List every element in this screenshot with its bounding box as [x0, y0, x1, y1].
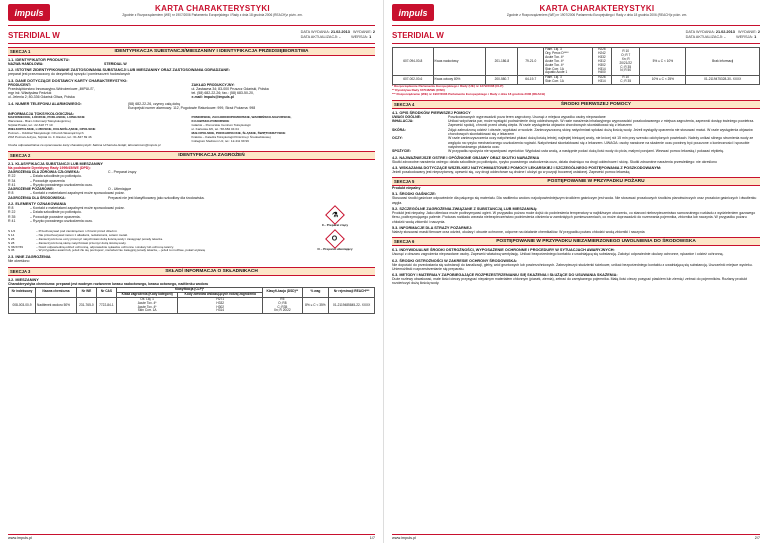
contact-note: Osoba odpowiedzialna za opracowanie karty charakterystyki: Sabina Uchańska-Gołąb; laboratorium@impuls.pl: [8, 142, 161, 147]
impuls-logo: impuls: [8, 4, 50, 21]
page-header: [8, 4, 375, 24]
page-1: impuls KARTA CHARAKTERYSTYKI Zgodnie z Rozporządzeniem (WE) nr 1907/2006 Parlamentu Europejskiego i Rady z dnia 18 grudnia 2006 (REACH)z późn. zm. STERIDIAL W DATA WYDANIA: 21.02.2013 WYDANIE: 2 DATA AKTUALIZACJI: - WERSJA: 1 SEKCJA 1 IDENTYFIKACJA SUBSTANCJI/MIESZANINY I IDENTYFIKACJA PRZEDSIĘBIORSTWA 1.1. IDENTYFIKATOR PRODUKTU: NAZWA HANDLOWA: STERIDIAL W 1.2. ISTOTNE ZIDENTYFIKOWANE ZASTOSOWANIA SUBSTANCJI LUB MIESZANINY ORAZ ZASTOSOWANIA ODRADZANE: preparat jest przeznaczony do dezynfekcji sprzętu i pomieszczeń hodowlanych 1.3. DANE DOTYCZĄCE DOSTAWCY KARTY CHARAKTERYSTYKI: PRODUCENT: Przedsiębiorstwo Innowacyjno-Wdrożeniowe „IMPULS", mgr inż. Władysław Fedziuk ul. Jelenia 2; 80-336 Gdańsk Oliwa, Polska ZAKŁAD PRODUKCYJNY: ul. Zastawna 34; 83-000 Pruszcz Gdański, Polska tel. (58) 682-22-26; fax.: (58) 683-50-20, e-mail: impuls@impuls.pl 1.4. NUMER TELEFONU ALARMOWEGO: (58) 682-22-26, czynny całą dobę Europejski numer alarmowy: 112, Pogotowie Ratunkowe: 999, Straż Pożarna: 998 INFORMACJA TOKSYKOLOGICZNA: MAZOWIECKIE, ŁÓDZKIE, PODLASKIE, LUBELSKIE Warszawa - Biuro Informacji Toksykologicznej Szpital Praski, tel.: 22-618 77 10 WIELKOPOLSKIE, LUBUSKIE, DOLNOŚLĄSKIE, OPOLSKIE Poznań – Oddział Toksykologii i Chorób Wewnętrznych ZOZ Poznań-Jeżyce, Szpital im. F. Raszei, tel.: 61-847 69 46 POMORSKIE, ZACHODNIOPOMORSKIE, WARMIŃSKO-MAZURSKIE, KUJAWSKO-POMORSKIE Gdańsk – Pomorskie Centrum Toksykologii ul. Kartuska 4/6, tel.: 58-682 04 04 MAŁOPOLSKIE, PODKARPACKIE, ŚLĄSKIE, ŚWIĘTOKRZYSKIE Kraków – Katedra Toksykologii Klinicznej i Środowiskowej Collegium Medicum UJ, tel.: 12-411 99 99 Osoba odpowiedzialna za opracowanie karty charakterystyki: Sabina Uchańska-Gołąb; laboratorium@impuls.pl SEKCJA 2 IDENTYFIKACJA ZAGROŻEŃ 2.1. KLASYFIKACJA SUBSTANCJI LUB MIESZANINY Na podstawie Dyrektywy Rady 1999/45/WE (DPD): ZAGROŻENIA DLA ZDROWIA CZŁOWIEKA: C - Preparat żrący R 22 – Działa szkodliwie po połknięciu. R 34 – Powoduje oparzenia R 41 – Ryzyko poważnego uszkodzenia oczu. ZAGROŻENIE POŻAROWE: O - Utleniające R 8 – Kontakt z materiałami zapalnymi może spowodować pożar. ZAGROŻENIA DLA ŚRODOWISKA: Preparat nie jest klasyfikowany jako szkodliwy dla środowiska. 2.2. ELEMENTY OZNAKOWANIA R 8 – Kontakt z materiałami zapalnymi może spowodować pożar. R 22 – Działa szkodliwie po połknięciu. R 35 – Powoduje poważne oparzenia. R 41 – Ryzyko poważnego uszkodzenia oczu. ⚗ C– Preparat żrący S 1/2 – Przechowywać pod zamknięciem i chronić przed dziećmi. S 14 – Nie przechowywać razem z alkaliami, reduktorami, solami metali. S 26 – Zanieczyszczone oczy przemyć natychmiast dużą ilością wody i zasięgnąć porady lekarza. S 28 – Zanieczyszczoną skórę natychmiast przemyć dużą ilością wody. S 36/37/39 – Nosić odpowiednią odzież ochronną, odpowiednie rękawice ochronne i okulary lub ochronę twarzy. S 45 – W przypadku awarii lub, jeżeli źle się poczujesz, niezwłocznie zasięgnij porady lekarza, – jeżeli to możliwe, pokaż etykietę O O – Preparat utleniający 2.3. INNE ZAGROŻENIA Nie określono SEKCJA 3 SKŁAD/ INFORMACJA O SKŁADNIKACH 3.2. MIESZANINY Charakterystyka chemiczna: preparat jest wodnym roztworem kwasu nadoctowego, kwasu octowego, nadtlenku wodoru Nr indeksowy Nazwa chemiczna Nr WE Nr CAS Klasyfikacja (CLP)* Klasyfi-kacja (DSD)** % wag Nr rejestracji REACH*** Klasa zagrożenia (Kody kategorii) Kody zwrotów wskazujących rodzaj zagrożenia 008-003-00-9 Nadtlenek wodoru 50% 231-765-0 7722-84-1 Ox. Liq. 1 Acute Tox. 4* Acute Tox. 4* Skin Corr. 1A H271 H332 H302 H314 R5 O; R8 C; R35 Xn; R 20/22 8% ≤ C < 35% 01-2119485845-22- XXXX www.impuls.pl 1/7: [0, 0, 384, 543]
tox-centres: MAZOWIECKIE, ŁÓDZKIE, PODLASKIE, LUBELSKIE Warszawa - Biuro Informacji Toksykologicznej Szpital Praski, tel.: 22-618 77 10 WIELKOPOLSKIE, LUBUSKIE, DOLNOŚLĄSKIE, OPOLSKIE Poznań – Oddział Toksykologii i Chorób Wewnętrznych ZOZ Poznań-Jeżyce, Szpital im. F. Raszei, tel.: 61-847 69 46 POMORSKIE, ZACHODNIOPOMORSKIE, WARMIŃSKO-MAZURSKIE, KUJAWSKO-POMORSKIE Gdańsk – Pomorskie Centrum Toksykologii ul. Kartuska 4/6, tel.: 58-682 04 04 MAŁOPOLSKIE, PODKARPACKIE, ŚLĄSKIE, ŚWIĘTOKRZYSKIE Kraków – Katedra Toksykologii Klinicznej i Środowiskowej Collegium Medicum UJ, tel.: 12-411 99 99: [8, 115, 292, 143]
health-hazard-row: ZAGROŻENIA DLA ZDROWIA CZŁOWIEKA: C - Preparat żrący: [8, 169, 137, 174]
table-row: 008-003-00-9 Nadtlenek wodoru 50% 231-765-0 7722-84-1 Ox. Liq. 1 Acute Tox. 4* Acute Tox. 4* Skin Corr. 1A H271 H332 H302 H314 R5 O; R8 C; R35 Xn; R 20/22 8% ≤ C < 35% 01-2119485845-22- XXXX: [9, 297, 375, 314]
page-footer: [392, 534, 760, 540]
doc-title: KARTA CHARAKTERYSTYKI: [155, 4, 270, 13]
issue-meta: DATA WYDANIA: 21.02.2013 WYDANIE: 2 DATA AKTUALIZACJI: - WERSJA: 1: [685, 30, 760, 39]
product-row: [8, 27, 375, 44]
tox-info-label: INFORMACJA TOKSYKOLOGICZNA:: [8, 112, 75, 117]
page-number: 1/7: [369, 536, 375, 540]
website-link[interactable]: www.impuls.pl: [392, 536, 417, 540]
website-link[interactable]: www.impuls.pl: [8, 536, 33, 540]
email-link[interactable]: e-mail: impuls@impuls.pl: [191, 95, 234, 100]
oxidizer-pictogram-icon: O: [325, 229, 345, 249]
section-6-header: SEKCJA 6 POSTĘPOWANIE W PRZYPADKU NIEZAMIERZONEGO UWOLNIENIA DO ŚRODOWISKA: [392, 237, 760, 246]
composition-table: Nr indeksowy Nazwa chemiczna Nr WE Nr CAS Klasyfikacja (CLP)* Klasyfi-kacja (DSD)** % wag Nr rejestracji REACH*** Klasa zagrożenia (Kody kategorii) Kody zwrotów wskazujących rodzaj zagrożenia 008-003-00-9 Nadtlenek wodoru 50% 231-765-0 7722-84-1 Ox. Liq. 1 Acute Tox. 4* Acute Tox. 4* Skin Corr. 1A H271 H332 H302 H314 R5 O; R8 C; R35 Xn; R 20/22 8% ≤ C < 35% 01-2119485845-22- XXXX: [8, 287, 375, 314]
corrosive-pictogram-icon: ⚗: [325, 205, 345, 225]
emergency-phone-row: 1.4. NUMER TELEFONU ALARMOWEGO: (58) 682-22-26, czynny całą dobę Europejski numer alarmowy: 112, Pogotowie Ratunkowe: 999, Straż Pożarna: 998: [8, 101, 256, 111]
label-elements-block: R 8 – Kontakt z materiałami zapalnymi może spowodować pożar. R 22 – Działa szkodliwie po połknięciu. R 35 – Powoduje poważne oparzenia. R 41 – Ryzyko poważnego uszkodzenia oczu. ⚗ C– Preparat żrący: [8, 206, 349, 227]
composition-table-continued: [392, 47, 760, 85]
impuls-logo: impuls: [392, 4, 434, 21]
section-5-header: SEKCJA 5 POSTĘPOWANIE W PRZYPADKU POŻARU: [392, 177, 760, 186]
doc-subtitle: Zgodnie z Rozporządzeniem (WE) nr 1907/2006 Parlamentu Europejskiego i Rady z dnia 18 grudnia 2006 (REACH)z późn. zm.: [506, 13, 688, 17]
subsection-1-1: 1.1. IDENTYFIKATOR PRODUKTU:: [8, 58, 70, 62]
product-name: STERIDIAL W: [392, 30, 444, 40]
table-row: 607-002-00-6 Kwas octowy 80% 200-580-7 64-19-7 Flam. Liq. 3 Skin Corr. 1A H226 H314 R 10 C; R 35 10% ≤ C < 25% 01-2119475328-30- XXXX: [393, 76, 760, 85]
footnotes: * Rozporządzenie Parlamentu Europejskiego i Rady (UE) nr 1272/2008 (CLP) ** Dyrektywa Rady 67/548/WE (DSD) *** Rozporządzenie (WE) nr 1907/2006 Parlamentu Europejskiego i Rady z dnia 18 grudnia 2006 (REACH): [392, 84, 546, 96]
section-3-header: SEKCJA 3 SKŁAD/ INFORMACJA O SKŁADNIKACH: [8, 267, 375, 276]
issue-meta: DATA WYDANIA: 21.02.2013 WYDANIE: 2 DATA AKTUALIZACJI: - WERSJA: 1: [300, 30, 375, 39]
subsection-1-3: 1.3. DANE DOTYCZĄCE DOSTAWCY KARTY CHARAKTERYSTYKI:: [8, 78, 128, 83]
supplier-block: PRODUCENT: Przedsiębiorstwo Innowacyjno-Wdrożeniowe „IMPULS", mgr inż. Władysław Fedziuk ul. Jelenia 2; 80-336 Gdańsk Oliwa, Polska ZAKŁAD PRODUKCYJNY: ul. Zastawna 34; 83-000 Pruszcz Gdański, Polska tel. (58) 682-22-26; fax.: (58) 683-50-20, e-mail: impuls@impuls.pl: [8, 82, 269, 100]
doc-title: KARTA CHARAKTERYSTYKI: [539, 4, 655, 13]
product-row: [392, 27, 760, 44]
doc-subtitle: Zgodnie z Rozporządzeniem (WE) nr 1907/2006 Parlamentu Europejskiego i Rady z dnia 18 grudnia 2006 (REACH)z późn. zm.: [122, 13, 303, 17]
page-header: [392, 4, 760, 24]
page-footer: [8, 534, 375, 540]
subsection-1-2: 1.2. ISTOTNE ZIDENTYFIKOWANE ZASTOSOWANIA SUBSTANCJI LUB MIESZANINY ORAZ ZASTOSOWANIA ODRADZANE:: [8, 68, 230, 73]
section-1-header: SEKCJA 1 IDENTYFIKACJA SUBSTANCJI/MIESZANINY I IDENTYFIKACJA PRZEDSIĘBIORSTWA: [8, 47, 375, 56]
page-number: 2/7: [754, 536, 760, 540]
page-2: impuls KARTA CHARAKTERYSTYKI Zgodnie z Rozporządzeniem (WE) nr 1907/2006 Parlamentu Europejskiego i Rady z dnia 18 grudnia 2006 (REACH)z późn. zm. STERIDIAL W DATA WYDANIA: 21.02.2013 WYDANIE: 2 DATA AKTUALIZACJI: - WERSJA: 1 607-094-00-8 Kwas nadoctowy 201-186-8 79-21-0 Flam. Liq. 3 Org. Perox D**** Acute Tox. 4* Acute Tox. 4* Acute Tox. 4* Skin Corr. 1A Aquatic Acute 1 H226 H242 H332 H312 H302 H314 H400 R 10 O; R 7 Xn; R 20/21/22 C; R 35 N; R 50 5% ≤ C < 10% Brak informacji 607-002-00-6 Kwas octowy 80% 200-580-7 64-19-7 Flam. Liq. 3 Skin Corr. 1A H226 H314 R 10 C; R 35 10% ≤ C < 25% 01-2119475328-30- XXXX * Rozporządzenie Parlamentu Europejskiego i Rady (UE) nr 1272/2008 (CLP) ** Dyrektywa Rady 67/548/WE (DSD) *** Rozporządzenie (WE) nr 1907/2006 Parlamentu Europejskiego i Rady z dnia 18 grudnia 2006 (REACH) SEKCJA 4 ŚRODKI PIERWSZEJ POMOCY 4.1. OPIS ŚRODKÓW PIERWSZEJ POMOCY UWAGI OGÓLNE: Poszkodowanych wyprowadzić poza teren zagrożony. Usunąć z miejsca wypadku osoby niepowołane INHALACJA: Unikać wdychania par, może wystąpić podrażnienie dróg oddechowych. W razie narażenia inhalacyjnego wyprowadzić poszkodowanego z miejsca zagrożenia, zapewnić dostęp świeżego powietrza. Zapewnić spokój, chronić przed utratą ciepła. W razie wystąpienia objawów chorobowych skontaktować się z lekarzem SKÓRA: Zdjąć zabrudzoną odzież i obuwie, wypłukać w wodzie. Zanieczyszczoną skórę natychmiast spłukać dużą ilością wody. Jeżeli wystąpiły oparzenia nie stosować maści. W razie wystąpienia objawów chorobowych skontaktować się z lekarzem OCZY: W razie zanieczyszczenia oczy natychmiast płukać dużą ilością letniej, najlepiej bieżącej wody, nie krócej niż 15 min przy szeroko odchylonych powiekach. Należy unikać silnego strumienia wody ze względu na ryzyko mechanicznego uszkodzenia rogówki. Natychmiast skontaktować się z lekarzem. UWAGA: osoby narażone na skażenie oczu powinny być pouczone o konieczności i sposobie natychmiastowego płukania oczu SPOŻYCIE: W przypadku spożycia nie wywoływać wymiotów. Wypłukać usta wodą, a następnie podać dużą ilość wody do picia, małymi porcjami. Wezwać pomoc lekarską i pokazać etykietę. 4.2. NAJWAŻNIEJSZE OSTRE I OPÓŹNIONE OBJAWY ORAZ SKUTKI NARAŻENIA Skutki zdrowotne narażenia ostrego: działa szkodliwie po połknięciu, ryzyko poważnego uszkodzenia oczu, działa drażniąco na drogi oddechowe i skórę. Skutki zdrowotne narażenia przewlekłego: nie określono 4.3. WSKAZANIA DOTYCZĄCE WSZELKIEJ NATYCHMIASTOWEJ POMOCY LEKARSKIEJ I SZCZEGÓLNEGO POSTĘPOWANIA Z POSZKODOWANYM: Jeżeli poszkodowany jest nieprzytomny, upewnić się, czy drogi oddechowe są drożne i ułożyć go w pozycji boczenej ustalonej. Zapewnić pomoc lekarską SEKCJA 5 POSTĘPOWANIE W PRZYPADKU POŻARU Produkt niepalny 5.1. ŚRODKI GAŚNICZE: Stosować środki gaśnicze odpowiednie dla palącego się materiału. Dla nadtlenku wodoru najodpowiedniejszym środkiem gaśniczym jest woda. Nie stosować proszkowych środków pianotwórczych oraz proszków gaśniczych i dwutlenku węgla. 5.2. SZCZEGÓLNE ZAGROŻENIA ZWIĄZANE Z SUBSTANCJĄ LUB MIESZANINĄ: Produkt jest niepalny. Jako utleniacz może podtrzymywać ogień. W przypadku pożaru może dojść do podniesienia temperatury w najbliższym otoczeniu, co stanowi niebezpieczeństwo samorzutnego rozkładu z wydzieleniem gazowego tlenu, podtrzymującego palenie. Podczas rozkładu wzrasta niebezpieczeństwo podniesienia ciśnienia w zamkniętych pomieszczeniach, co może doprowadzić do rozerwania pojemnika, zbiornika lub naczynia. W przypadku pożaru chłodzić wodą zbiorniki i naczynia. 5.3. INFORMACJE DLA STRAŻY POŻARNEJ: Należy stosować maski tlenowe oraz odzież, okulary i obuwie ochronne, odporne na działanie chemikaliów. W przypadku pożaru chłodzić wodą zbiorniki i naczynia SEKCJA 6 POSTĘPOWANIE W PRZYPADKU NIEZAMIERZONEGO UWOLNIENIA DO ŚRODOWISKA 6.1. INDYWIDUALNE ŚRODKI OSTROŻNOŚCI, WYPOSAŻENIE OCHRONNE I PROCEDURY W SYTUACJACH AWARYJNYCH: Usunąć z obszaru zagrożenia niepowołane osoby. Zapewnić właściwą wentylację. Unikać bezpośredniego kontaktu z uwalniającą się substancją. Założyć odpowiednie okulary ochronne, rękawice i odzież ochronną. 6.2. ŚRODKI OSTROŻNOŚCI W ZAKRESIE OCHRONY ŚRODOWISKA: Nie dopuścić do przedostania się substancji do kanalizacji, gleby, wód gruntowych lub powierzchniowych. Zabezpieczyć studzienki ściekowe, unikać bezpośredniego kontaktu z uwalniającą się substancją. Uszczelnić miejsce wycieku. Uniemożliwić rozprzestrzenianie się preparatu. 6.3. METODY I MATERIAŁY ZAPOBIEGAJĄCE ROZPRZESTRZENIANIU SIĘ SKAŻENIA I SŁUŻĄCE DO USUWANIA SKAŻENIA: Duże rozlewy obwałować, małe ilości cieczy przysypać niepalnym materiałem chłonnym (piasek, ziemia), zebrać do zamykanego pojemnika. Małą ilość cieczy posypać piaskiem lub ziemią i zebrać do pojemników. Rozlany produkt rozcieńczyć dużą ilością wody. www.impuls.pl 2/7: [392, 4, 760, 540]
trade-name-row: NAZWA HANDLOWA: STERIDIAL W: [8, 62, 127, 66]
section-4-header: SEKCJA 4 ŚRODKI PIERWSZEJ POMOCY: [392, 100, 760, 109]
table-row: 607-094-00-8 Kwas nadoctowy 201-186-8 79-21-0 Flam. Liq. 3 Org. Perox D**** Acute Tox. 4* Acute Tox. 4* Acute Tox. 4* Skin Corr. 1A Aquatic Acute 1 H226 H242 H332 H312 H302 H314 H400 R 10 O; R 7 Xn; R 20/21/22 C; R 35 N; R 50 5% ≤ C < 10% Brak informacji: [393, 48, 760, 76]
section-2-header: SEKCJA 2 IDENTYFIKACJA ZAGROŻEŃ: [8, 151, 375, 160]
product-name: STERIDIAL W: [8, 30, 60, 40]
